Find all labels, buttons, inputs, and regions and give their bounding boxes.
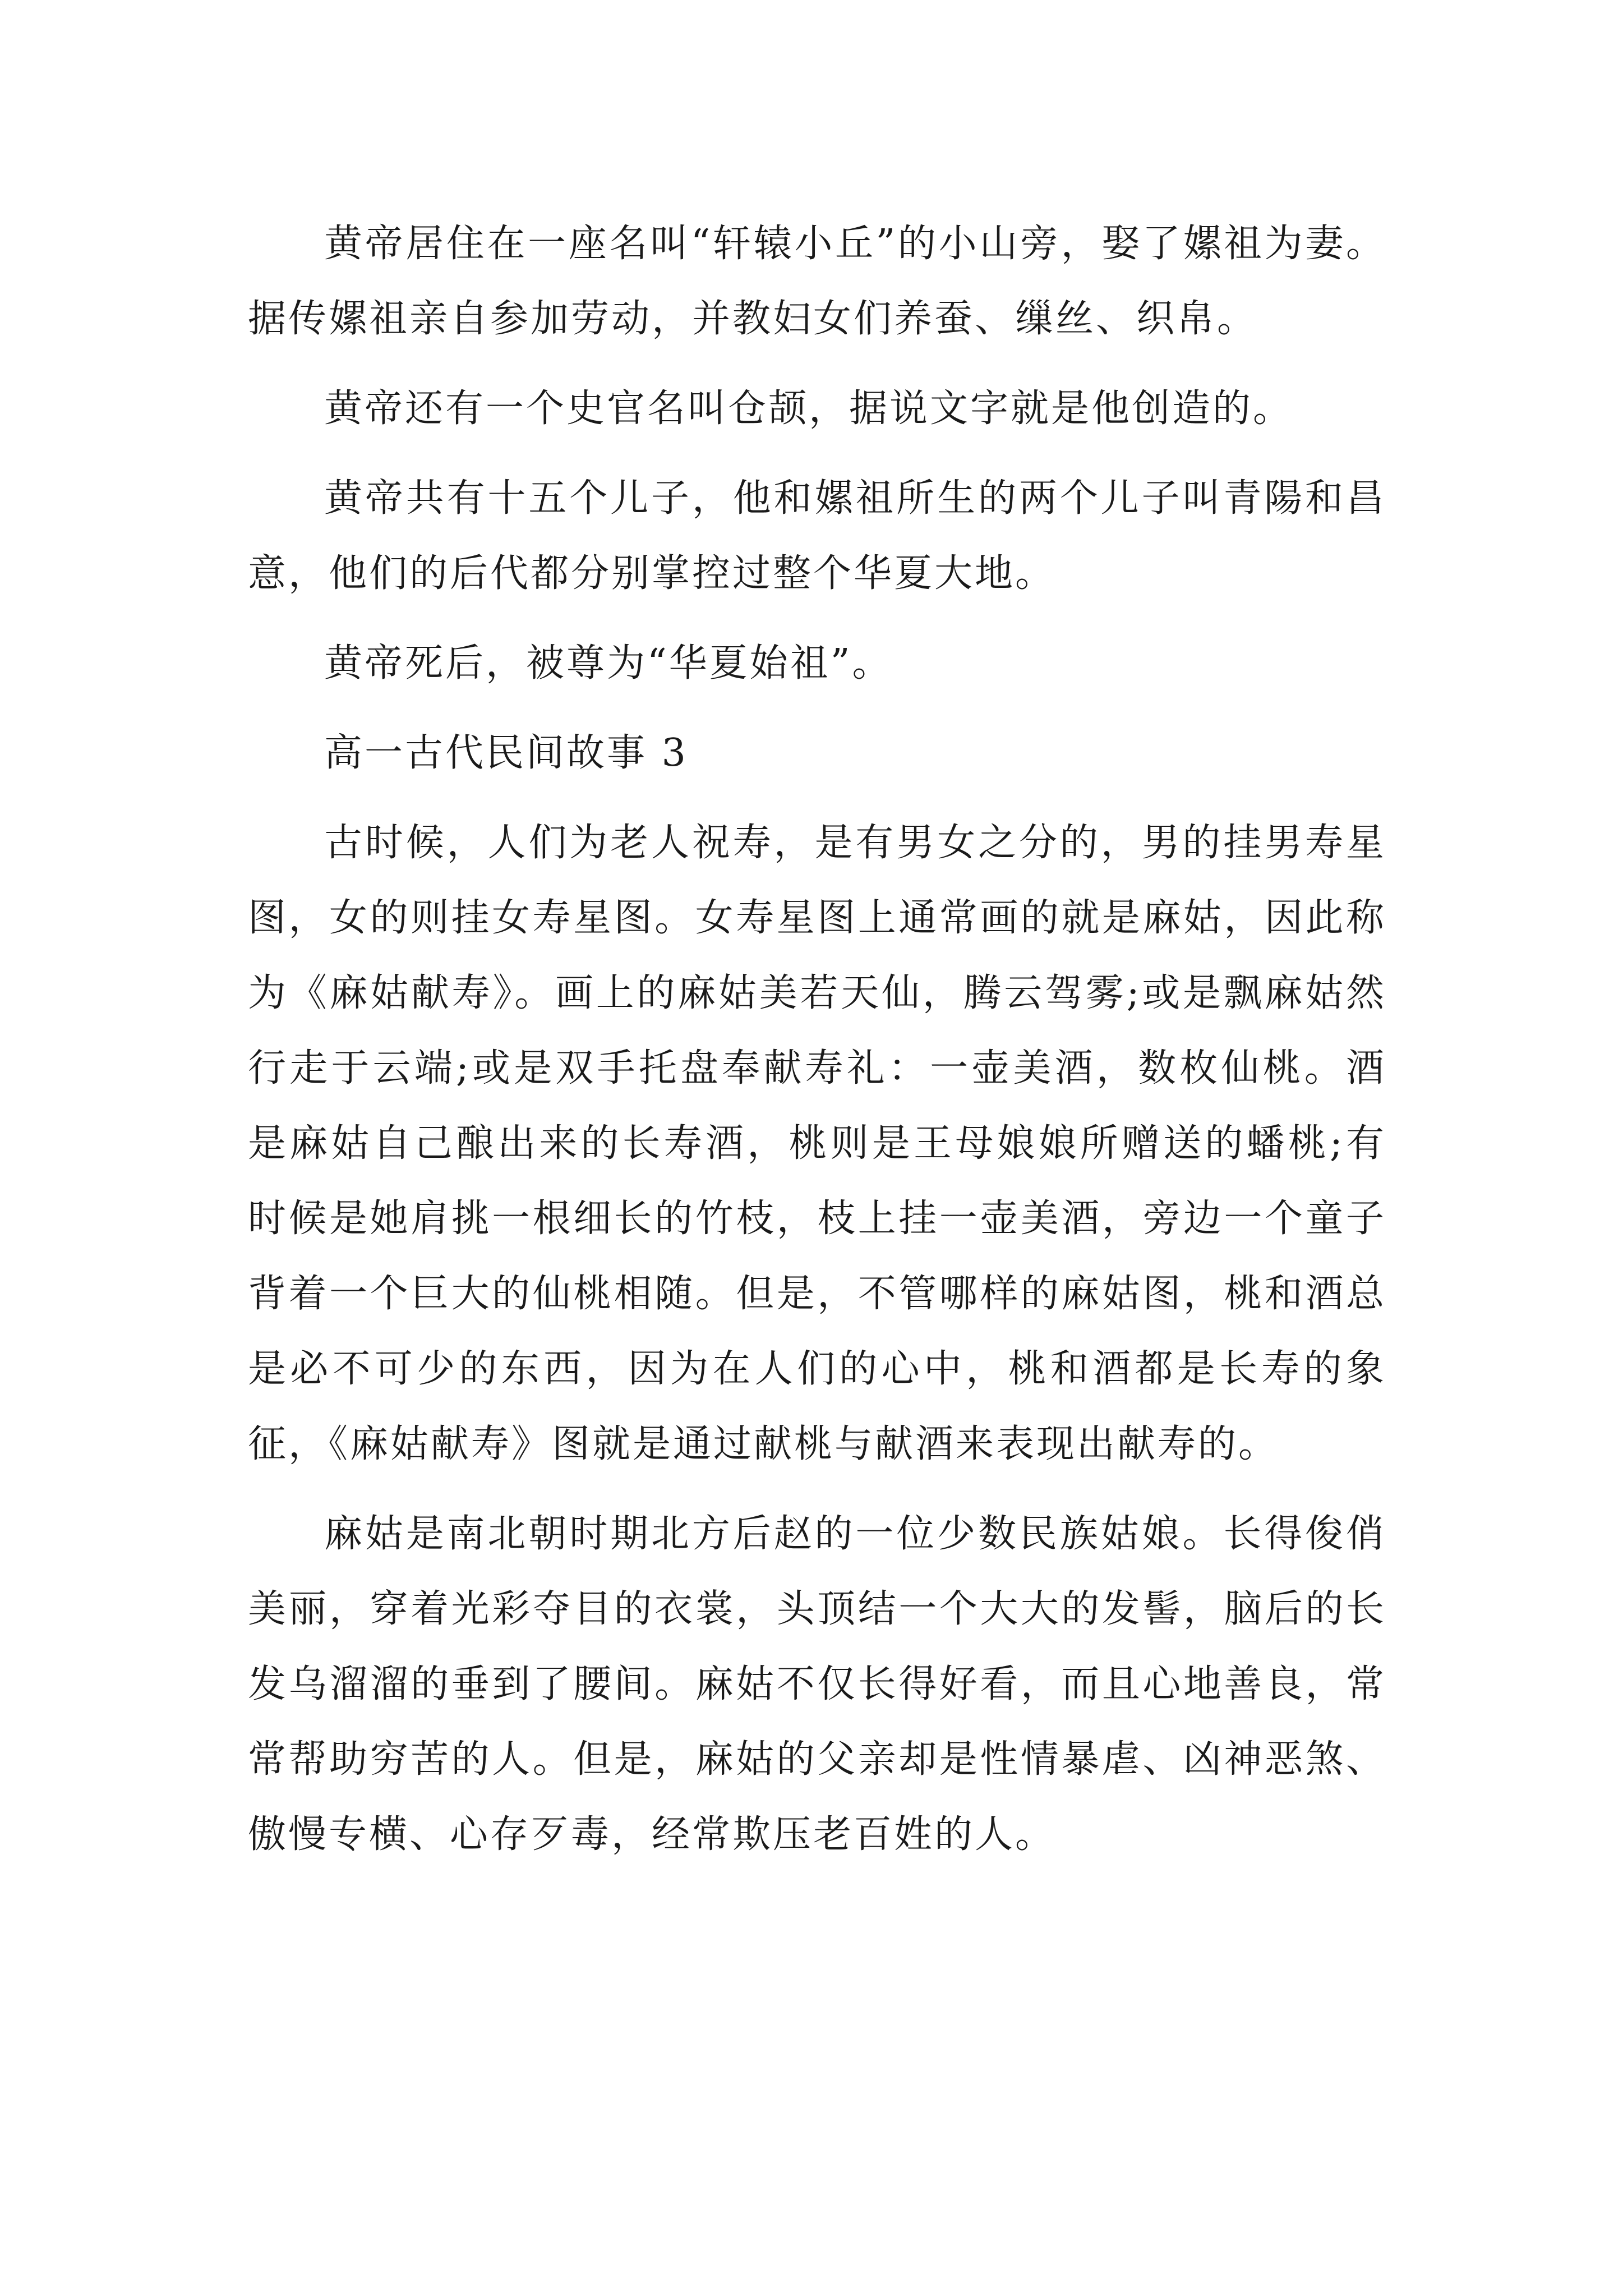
paragraph-sons: 黄帝共有十五个儿子，他和嫘祖所生的两个儿子叫青陽和昌意，他们的后代都分别掌控过整个华夏大地。: [248, 476, 1386, 596]
document-body: [248, 206, 1386, 1887]
paragraph-leizu: 黄帝居住在一座名叫“轩辕小丘”的小山旁，娶了嫘祖为妻。据传嫘祖亲自参加劳动，并教妇女们养蚕、缫丝、织帛。: [248, 222, 1386, 341]
paragraph-magu-origin: 麻姑是南北朝时期北方后赵的一位少数民族姑娘。长得俊俏美丽，穿着光彩夺目的衣裳，头顶结一个大大的发髻，脑后的长发乌溜溜的垂到了腰间。麻姑不仅长得好看，而且心地善良，常常帮助穷苦的人。但是，麻姑的父亲却是性情暴虐、凶神恶煞、傲慢专横、心存歹毒，经常欺压老百姓的人。: [248, 1512, 1386, 1857]
paragraph-cangjie: 黄帝还有一个史官名叫仓颉，据说文字就是他创造的。: [324, 386, 1294, 431]
section-heading: 高一古代民间故事 3: [324, 731, 688, 775]
paragraph-magu-painting: 古时候，人们为老人祝寿，是有男女之分的，男的挂男寿星图，女的则挂女寿星图。女寿星图上通常画的就是麻姑，因此称为《麻姑献寿》。画上的麻姑美若天仙，腾云驾雾;或是飘麻姑然行走于云端;或是双手托盘奉献寿礼：一壶美酒，数枚仙桃。酒是麻姑自己酿出来的长寿酒，桃则是王母娘娘所赠送的蟠桃;有时候是她肩挑一根细长的竹枝，枝上挂一壶美酒，旁边一个童子背着一个巨大的仙桃相随。但是，不管哪样的麻姑图，桃和酒总是必不可少的东西，因为在人们的心中，桃和酒都是长寿的象征，《麻姑献寿》图就是通过献桃与献酒来表现出献寿的。: [248, 821, 1386, 1466]
paragraph-ancestor: 黄帝死后，被尊为“华夏始祖”。: [324, 641, 893, 685]
